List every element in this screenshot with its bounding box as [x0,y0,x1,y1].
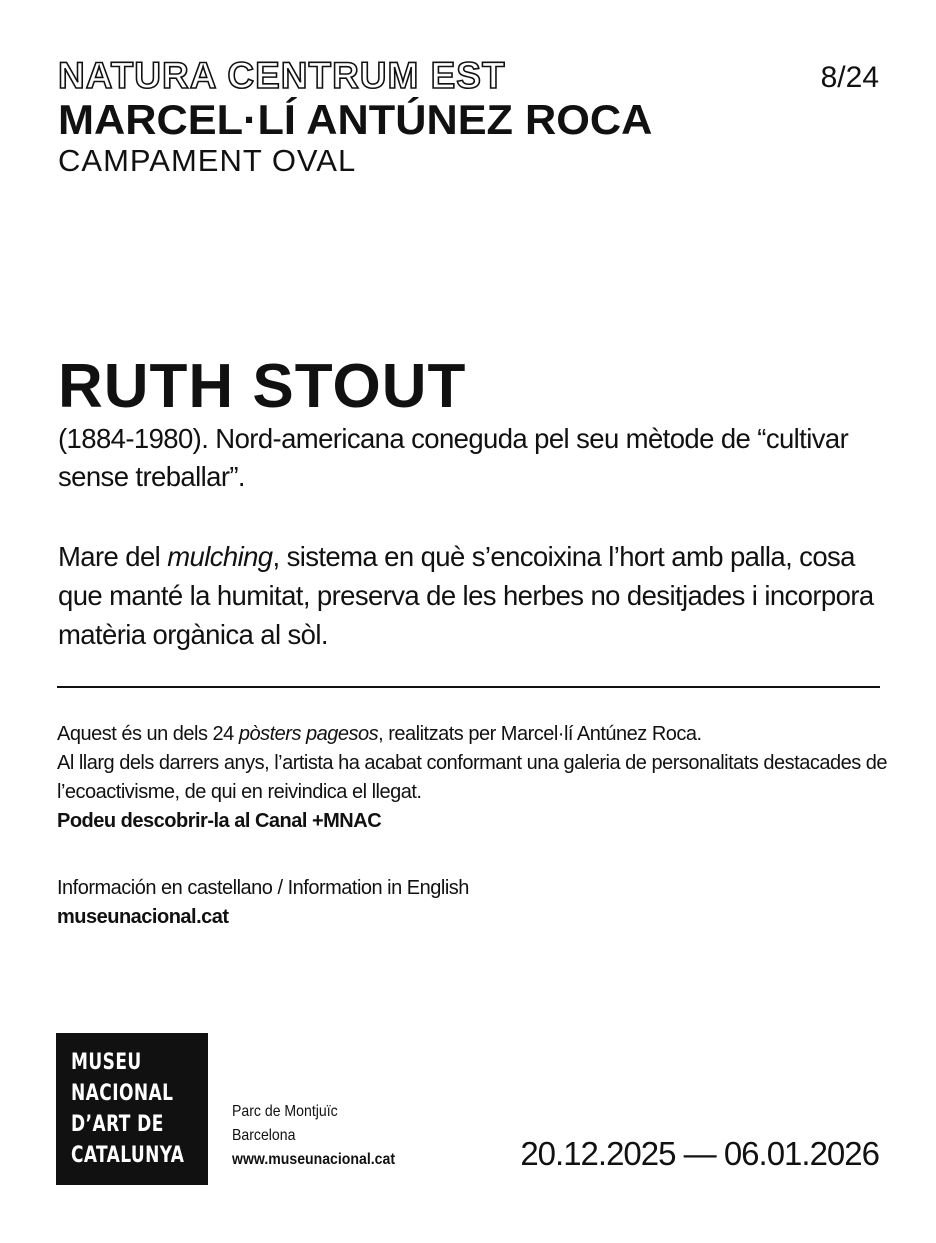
subject-bio: (1884-1980). Nord-americana coneguda pel seu mètode de “cultivar sense treballar”. [58,423,849,492]
desc-italic-term: mulching [167,541,273,572]
logo-line: CATALUNYA [71,1143,185,1168]
address-line: Barcelona [232,1127,296,1144]
info-text: , realitzats per Marcel·lí Antúnez Roca. [378,723,702,745]
subject-description [58,537,888,654]
logo-line: NACIONAL [71,1081,174,1106]
info-italic: pòsters pagesos [238,723,379,745]
logo-line: MUSEU [71,1050,142,1075]
museum-address [232,1100,395,1172]
info-text: Aquest és un dels 24 [57,723,239,745]
language-block [57,874,469,932]
address-line: Parc de Montjuïc [232,1103,338,1120]
exhibition-dates: 20.12.2025 — 06.01.2026 [520,1135,879,1172]
info-line-2: Al llarg dels darrers anys, l’artista ha acabat conformant una galeria de personalitats destacades de l’ecoactivisme, de qui en reivindica el llegat. [57,752,887,803]
museum-logo [56,1033,208,1185]
exhibition-name: CAMPAMENT OVAL [58,143,357,178]
desc-text-before: Mare del [58,541,168,572]
logo-line: D’ART DE [71,1112,164,1137]
artist-name: MARCEL·LÍ ANTÚNEZ ROCA [58,96,653,143]
series-title: NATURA CENTRUM EST [58,55,506,96]
poster-counter: 8/24 [820,61,879,94]
canal-mnac-link[interactable]: Podeu descobrir-la al Canal +MNAC [57,810,382,832]
address-web-link[interactable]: www.museunacional.cat [232,1151,396,1168]
subject-name: RUTH STOUT [58,352,467,421]
museum-link[interactable]: museunacional.cat [57,906,229,928]
divider [57,686,880,688]
language-text: Información en castellano / Information in English [57,877,469,899]
info-line-1 [57,720,887,749]
desc-text-after: , sistema en què s’encoixina l’hort amb palla, cosa que manté la humitat, preserva de les herbes no desitjades i incorpora matèria orgànica al sòl. [58,541,874,650]
info-block [57,720,887,836]
